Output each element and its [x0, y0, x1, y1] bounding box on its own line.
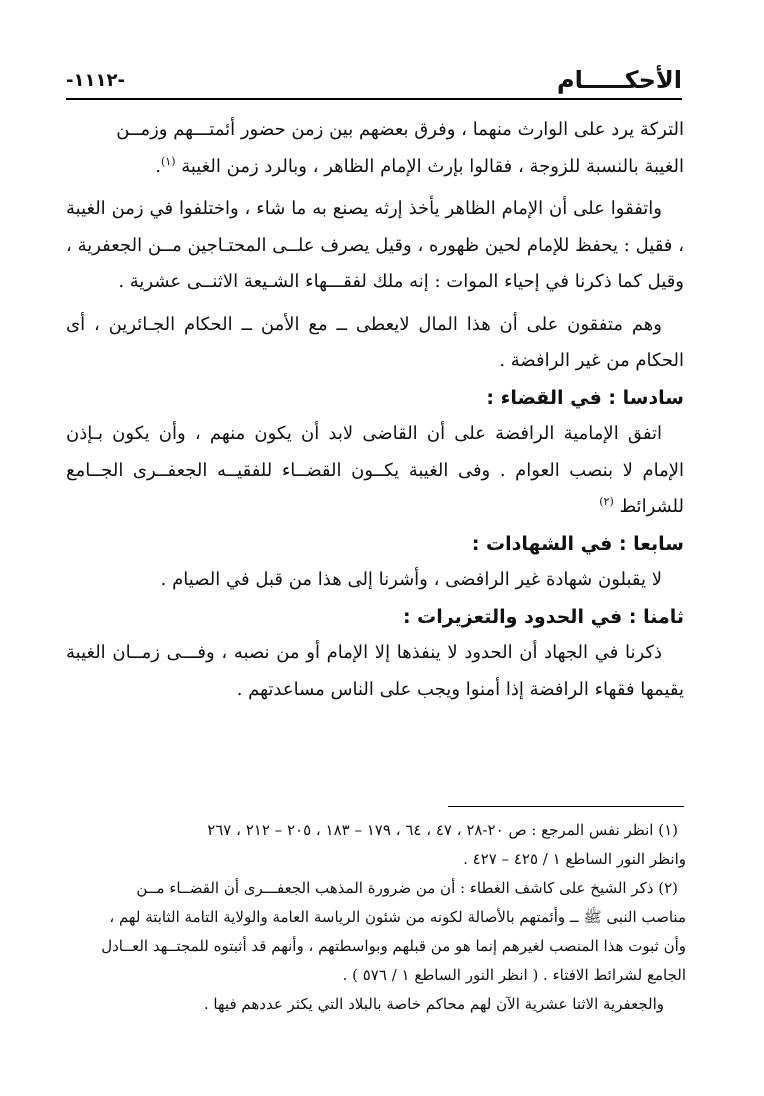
header-divider — [66, 98, 682, 100]
footnote-2-line4: الجامع لشرائط الافتاء . ( انظر النور الساطع ١ / ٥٧٦ ) . — [342, 966, 686, 984]
running-header — [66, 64, 682, 98]
footnote-2-line3: وأن ثبوت هذا المنصب لغيرهم إنما هو من قبلهم وبواسطتهم ، وأنهم قد أثبتوه للمجتــهد العــادل — [101, 937, 686, 955]
footnote-1-line1: (١) انظر نفس المرجع : ص ٢٠-٢٨ ، ٤٧ ، ٦٤ ، ١٧٩ – ١٨٣ ، ٢٠٥ – ٢١٢ ، ٢٦٧ — [207, 821, 678, 839]
footnote-2-line1: (٢) ذكر الشيخ على كاشف الغطاء : أن من ضرورة المذهب الجعفـــرى أن القضــاء مــن — [136, 879, 678, 897]
paragraph-imam-inheritance: واتفقوا على أن الإمام الظاهر يأخذ إرثه يصنع به ما شاء ، واختلفوا في زمن الغيبة ، فقيل : يحفظ للإمام لحين ظهوره ، وقيل يصرف علــى المحتـاجين مــن الجعفرية ، وقيل كما ذكرنا في إحياء الموات : إنه ملك لفقـــهاء الشـيعة الاثنــى عشرية . — [66, 198, 684, 292]
paragraph-rulers: وهم متفقون على أن هذا المال لايعطى ــ مع الأمن ــ الحكام الجـائرين ، أى الحكام من غير الرافضة . — [66, 313, 684, 371]
page-number: -١١١٢- — [66, 70, 125, 91]
main-text — [66, 112, 684, 708]
footnotes — [66, 816, 686, 1019]
text-line: التركة يرد على الوارث منهما ، وفرق بعضهم بين زمن حضور أئمتـــهم وزمــن — [116, 119, 684, 140]
paragraph-judiciary — [66, 416, 684, 526]
text-line: الغيبة بالنسبة للزوجة ، فقالوا بإرث الإمام الظاهر ، وبالرد زمن الغيبة — [181, 155, 684, 177]
footnote-ref-2[interactable]: (٢) — [599, 495, 614, 508]
text-punct: . — [155, 155, 161, 177]
running-title: الأحكـــــام — [557, 66, 682, 94]
footnote-divider — [448, 806, 684, 807]
paragraph-penalties: ذكرنا في الجهاد أن الحدود لا ينفذها إلا الإمام أو من نصبه ، وفـــى زمــان الغيبة يقيمها فقهاء الرافضة إذا أمنوا ويجب على الناس مساعدتهم . — [66, 642, 684, 700]
heading-judiciary: سادسا : في القضاء : — [486, 386, 684, 409]
paragraph-inheritance-line2 — [66, 149, 684, 186]
footnote-ref-1[interactable]: (١) — [160, 154, 176, 168]
footnote-2-line2: مناصب النبى ﷺ ــ وأئمتهم بالأصالة لكونه من شئون الرياسة العامة والولاية التامة الثابتة لهم ، — [109, 908, 686, 926]
text-run: اتفق الإمامية الرافضة على أن القاضى لابد أن يكون منهم ، وأن يكون بـإذن الإمام لا بنصب العوام . وفى الغيبة يكــون القضــاء للفقيــه الجعفــرى الجــامع للشرائط — [66, 423, 684, 517]
paragraph-inheritance-line1 — [66, 112, 684, 149]
footnote-1-line2: وانظر النور الساطع ١ / ٤٢٥ – ٤٢٧ . — [463, 850, 686, 868]
heading-testimony: سابعا : في الشهادات : — [471, 532, 684, 555]
paragraph-testimony: لا يقبلون شهادة غير الرافضى ، وأشرنا إلى هذا من قبل في الصيام . — [160, 569, 662, 590]
heading-penalties: ثامنا : في الحدود والتعزيرات : — [402, 605, 684, 628]
footnote-2-line5: والجعفرية الاثنا عشرية الآن لهم محاكم خاصة بالبلاد التي يكثر عددهم فيها . — [203, 995, 664, 1013]
